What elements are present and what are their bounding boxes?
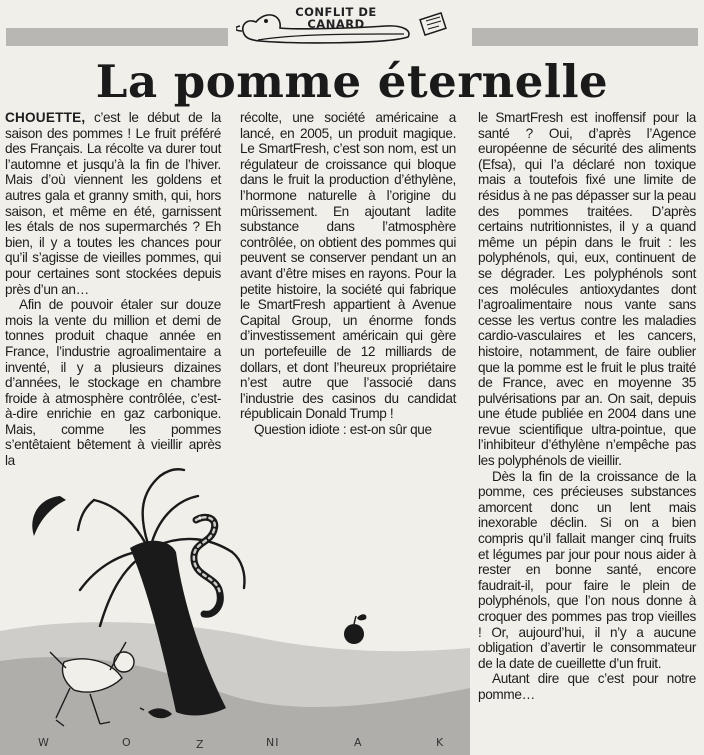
lead-word: CHOUETTE, — [5, 110, 86, 125]
paragraph: Autant dire que c’est pour notre pomme… — [478, 671, 696, 702]
paragraph: le SmartFresh est inoffensif pour la santé ? Oui, d’après l’Agence européenne de sécurité des aliments (Efsa), qui l’a déclaré non toxique mais a toutefois fixé une limite de résidus à ne pas dépasser sur la peau des pommes traitées. D’après certains nutritionnistes, il y a quand même un pépin dans le fruit : les polyphénols, qui, eux, continuent de se dégrader. Les polyphénols sont ces molécules antioxydantes dont l’agroalimentaire nous vante sans cesse les vertus contre les maladies cardio-vasculaires et les cancers, histoire, notamment, de faire oublier que la pomme est le fruit le plus traité de France, avec en moyenne 35 pulvérisations par an. On sait, depuis une étude publiée en 2004 dans une revue scientifique ultra-pointue, que l’inhibiteur d’éthylène n’empêche pas les polyphénols de vieillir. — [478, 110, 696, 469]
header-rule-right — [472, 28, 698, 46]
moon-icon — [32, 496, 66, 536]
signature-letter: W — [38, 736, 50, 749]
paragraph — [5, 110, 221, 297]
apple-icon — [344, 614, 366, 644]
paragraph-text: c’est le début de la saison des pommes ! Le fruit préféré des Français. La récolte va durer tout l’automne et jusqu’à la fin de l’hiver. Mais d’où viennent les goldens et autres gala et granny smith, qui, hors saison, et même en été, garnissent les étals de nos supermarchés ? Eh bien, il y a toutes les chances pour qu’il s’agisse de vieilles pommes, qui pour certaines sont stockées depuis près d’un an… — [5, 110, 221, 297]
paragraph: Afin de pouvoir étaler sur douze mois la vente du million et demi de tonnes produit chaque année en France, l’industrie agroalimentaire a inventé, il y a plusieurs dizaines d’années, le stockage en chambre froide à atmosphère contrôlée, c’est-à-dire enrichie en gaz carbonique. Mais, comme les pommes s’entêtaient bêtement à vieillir après la — [5, 297, 221, 469]
header-rule-left — [6, 28, 228, 46]
signature-letter: K — [436, 736, 445, 749]
snake-icon — [194, 517, 220, 614]
article-column-1 — [5, 110, 221, 469]
rubric-logo — [236, 4, 458, 48]
signature-letter: NI — [266, 736, 280, 749]
signature-letter: Z — [196, 738, 205, 751]
cartoon-illustration — [0, 456, 470, 755]
paragraph: Dès la fin de la croissance de la pomme, ces précieuses substances amorcent donc un lent mais inexorable déclin. Si on a bien compris qu’il fallait manger cinq fruits et légumes par jour pour nous aider à rester en bonne santé, encore faudrait-il, pour faire le plein de polyphénols, que l’on nous donne à croquer des pommes pas trop vieilles ! Or, aujourd’hui, il n’y a aucune obligation d’avertir le consommateur de la date de cueillette d’un fruit. — [478, 468, 696, 671]
article-column-3 — [478, 110, 696, 703]
article-title: La pomme éternelle — [95, 55, 609, 108]
rubric-title-line1: CONFLIT DE — [295, 5, 377, 19]
paragraph: récolte, une société américaine a lancé, en 2005, un produit magique. Le SmartFresh, c’est son nom, est un régulateur de croissance qui bloque dans le fruit la production d’éthylène, l’hormone naturelle à l’origine du mûrissement. En ajoutant ladite substance dans l’atmosphère contrôlée, on obtient des pommes qui peuvent se conserver pendant un an avant d’être mises en rayons. Pour la petite histoire, la société qui fabrique le SmartFresh appartient à Avenue Capital Group, un énorme fonds d’investissement américain qui gère un portefeuille de 12 milliards de dollars, et dont l’heureux propriétaire n’est autre que l’associé dans l’industrie des casinos du candidat républicain Donald Trump ! — [240, 110, 456, 422]
signature-letter: A — [354, 736, 363, 749]
rubric-title-line2: CANARD — [307, 17, 365, 31]
rubric-title — [276, 6, 396, 30]
paragraph: Question idiote : est-on sûr que — [254, 421, 432, 437]
signature-letter: O — [122, 736, 132, 749]
article-column-2 — [240, 110, 456, 437]
